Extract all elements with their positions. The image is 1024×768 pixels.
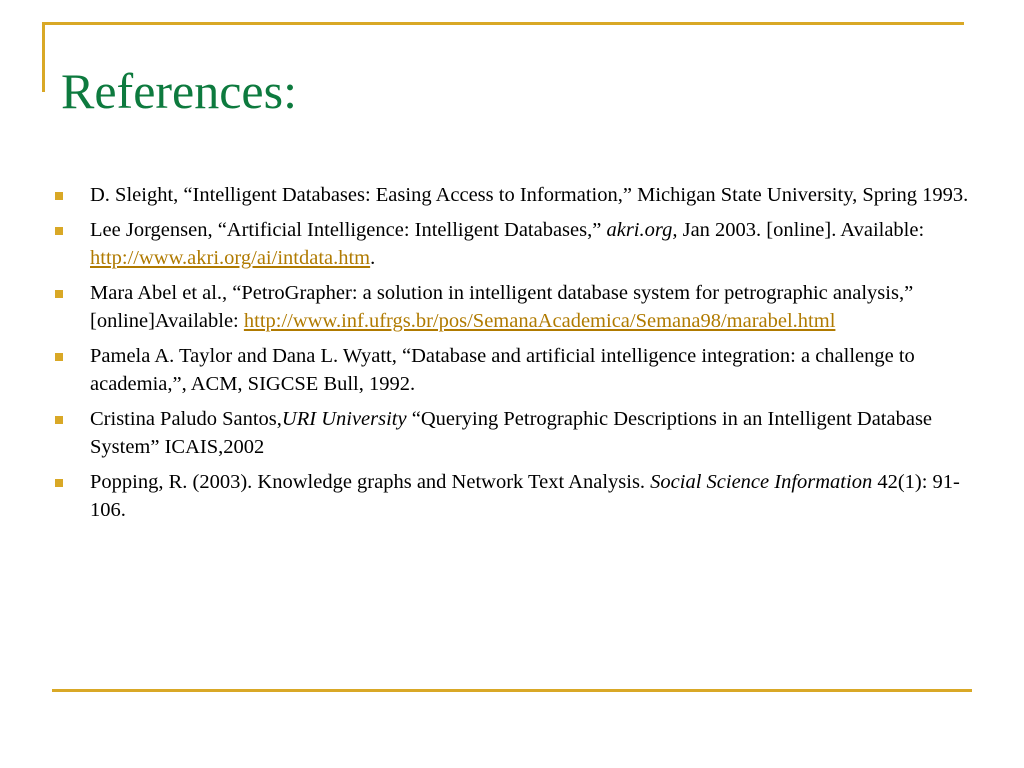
reference-text: D. Sleight, “Intelligent Databases: Easing Access to Information,” Michigan State University, Spring 1993. <box>90 184 969 206</box>
square-bullet-icon <box>55 290 63 298</box>
reference-text: Jan 2003. [online]. Available: <box>677 219 925 241</box>
reference-text: Cristina Paludo Santos, <box>90 408 282 430</box>
reference-text: Lee Jorgensen, “Artificial Intelligence: Intelligent Databases,” <box>90 219 607 241</box>
reference-text: Popping, R. (2003). Knowledge graphs and Network Text Analysis. <box>90 471 651 493</box>
reference-link[interactable]: http://www.akri.org/ai/intdata.htm <box>90 247 371 269</box>
square-bullet-icon <box>55 416 63 424</box>
square-bullet-icon <box>55 192 63 200</box>
reference-item-1 <box>55 181 975 209</box>
slide-frame-left-line <box>42 22 45 92</box>
reference-text: Pamela A. Taylor and Dana L. Wyatt, “Database and artificial intelligence integration: a challenge to academia,”, ACM, SIGCSE Bull, 1992. <box>90 345 915 395</box>
square-bullet-icon <box>55 479 63 487</box>
reference-text: “Querying Petrographic Descriptions in an Intelligent Database System” ICAIS,2002 <box>90 408 933 458</box>
reference-text: 42(1): 91-106. <box>90 471 960 521</box>
reference-item-2 <box>55 216 975 272</box>
slide-title: References: <box>61 63 297 119</box>
reference-item-3 <box>55 279 975 335</box>
reference-item-5 <box>55 405 975 461</box>
reference-item-4 <box>55 342 975 398</box>
reference-source-italic: Social Science Information <box>650 471 873 493</box>
reference-list <box>55 181 975 531</box>
square-bullet-icon <box>55 227 63 235</box>
slide-frame-bottom-line <box>52 689 972 692</box>
reference-text: . <box>370 247 376 269</box>
reference-text: Mara Abel et al., “PetroGrapher: a solution in intelligent database system for petrographic analysis,” [online]Available: <box>90 282 914 332</box>
reference-source-italic: URI University <box>281 408 407 430</box>
square-bullet-icon <box>55 353 63 361</box>
reference-item-6 <box>55 468 975 524</box>
reference-source-italic: akri.org, <box>606 219 678 241</box>
slide-frame-top-line <box>42 22 964 25</box>
reference-link[interactable]: http://www.inf.ufrgs.br/pos/SemanaAcademica/Semana98/marabel.html <box>243 310 836 332</box>
